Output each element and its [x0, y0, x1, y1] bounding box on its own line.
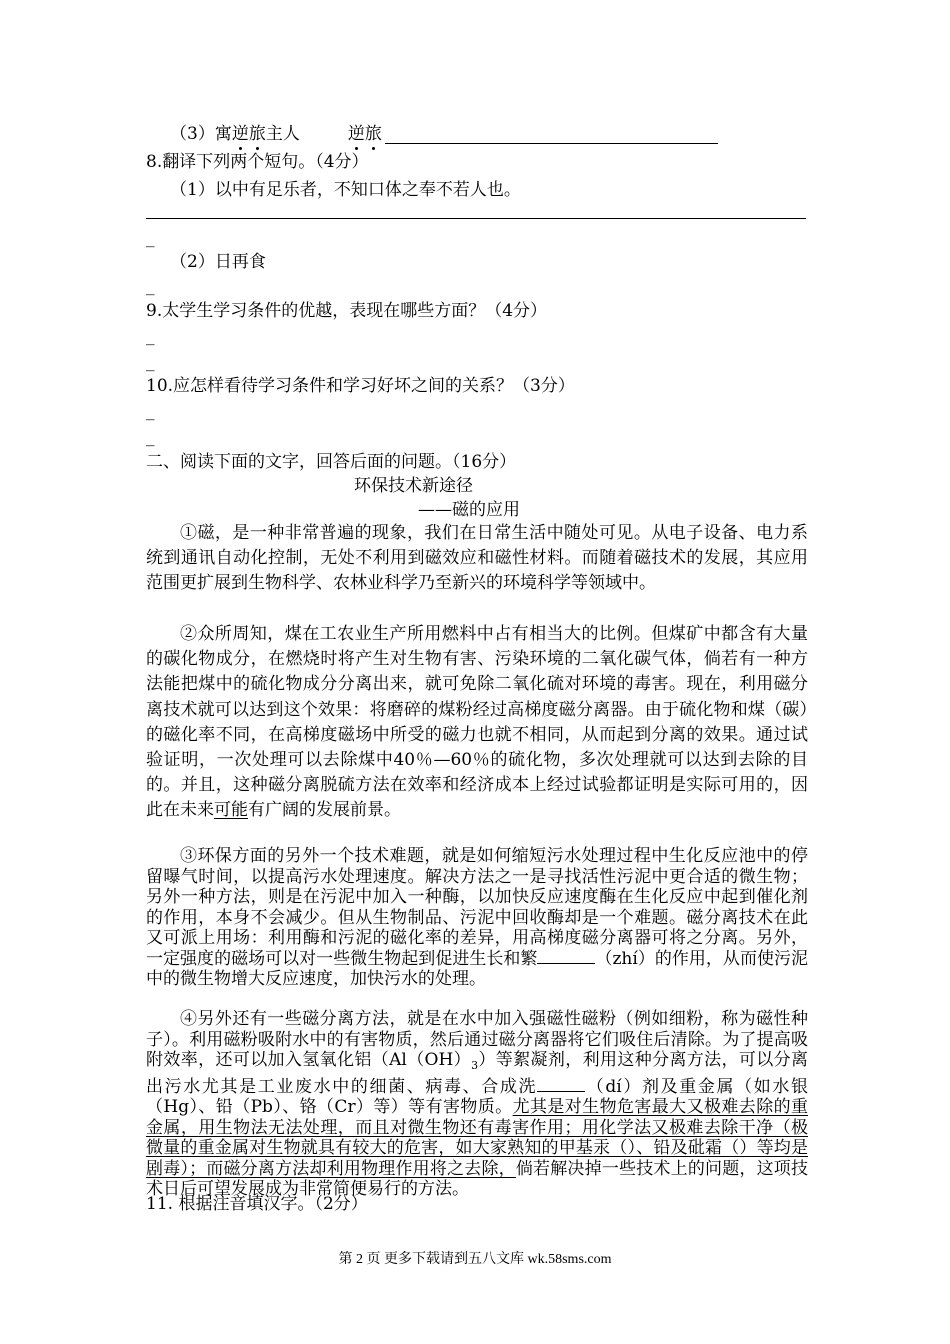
paragraph-3: ③环保方面的另外一个技术难题，就是如何缩短污水处理过程中生化反应池中的停留曝气时间，以提高污水处理速度。解决方法之一是寻找活性污泥中更合适的微生物；另外一种方法，则是在污泥中加入一种酶，以加快反应速度酶在生化反应中起到催化剂的作用，本身不会减少。但从生物制品、污泥中回收酶却是一个难题。磁分离技术在此又可派上用场：利用酶和污泥的磁化率的差异，用高梯度磁分离器可将之分离。另外，一定强度的磁场可以对一些微生物起到促进生长和繁 （zhí）的作用，从而使污泥中的微生物增大反应速度，加快污水的处理。 [146, 846, 809, 989]
q7-item3: （3）寓逆旅主人 逆旅 [170, 124, 382, 144]
answer-dash: _ [146, 401, 155, 421]
q10-title: 10.应怎样看待学习条件和学习好坏之间的关系？（3分） [146, 376, 575, 396]
paragraph-4: ④另外还有一些磁分离方法，就是在水中加入强磁性磁粉（例如细粉，称为磁性种子）。利用磁粉吸附水中的有害物质，然后通过磁分离器将它们吸住后清除。为了提高吸附效率，还可以加入氢氧化铝$(Al(OH)_3)$等絮凝剂，利用这种分离方法，可以分离出污水尤其是工业废水中的细菌、病毒、合成洗 （dí）剂及重金属（如水银（Hg）、铅（Pb）、铬（Cr）等）等有害物质。尤其是对生物危害最大又极难去除的重金属，用生物法无法处理，而且对微生物还有毒害作用；用化学法又极难去除干净（极微量的重金属对生物就具有较大的危害，如大家熟知的甲基汞（）、铅及砒霜（）等均是剧毒）；而磁分离方法却利用物理作用将之去除，倘若解决掉一些技术上的问题，这项技术日后可望发展成为非常简便易行的方法。 [146, 1009, 809, 1199]
answer-dash: _ [146, 228, 155, 248]
q8-item1: （1）以中有足乐者，不知口体之奉不若人也。 [170, 180, 521, 200]
underlined-word: 可能 [214, 800, 248, 821]
q8-answer-line-1[interactable] [146, 218, 806, 219]
article-subtitle: ——磁的应用 [418, 500, 520, 520]
answer-dash: _ [146, 326, 155, 346]
q8-title: 8.翻译下列两个短句。（4分） [146, 152, 369, 172]
page-footer: 第 2 页 更多下载请到五八文库 wk.58sms.com [338, 1252, 612, 1267]
q11-title: 11. 根据注音填汉字。（2分） [146, 1194, 368, 1214]
q9-title: 9.太学生学习条件的优越，表现在哪些方面？（4分） [146, 301, 548, 321]
paragraph-1: ①磁，是一种非常普遍的现象，我们在日常生活中随处可见。从电子设备、电力系统到通讯自动化控制，无处不利用到磁效应和磁性材料。而随着磁技术的发展，其应用范围更扩展到生物科学、农林业科学乃至新兴的环境科学等领域中。 [146, 523, 808, 594]
answer-dash: _ [146, 276, 155, 296]
q7-answer-line[interactable] [385, 143, 718, 144]
paragraph-2: ②众所周知，煤在工农业生产所用燃料中占有相当大的比例。但煤矿中都含有大量的碳化物成分，在燃烧时将产生对生物有害、污染环境的二氧化碳气体，倘若有一种方法能把煤中的硫化物成分分离出来，就可免除二氧化硫对环境的毒害。现在，利用磁分离技术就可以达到这个效果：将磨碎的煤粉经过高梯度磁分离器。由于硫化物和煤（碳）的磁化率不同，在高梯度磁场中所受的磁力也就不相同，从而起到分离的效果。通过试验证明，一次处理可以去除煤中40％—60％的硫化物，多次处理就可以达到去除的目的。并且，这种磁分离脱硫方法在效率和经济成本上经过试验都证明是实际可用的，因此在未来可能有广阔的发展前景。 [146, 624, 808, 821]
fill-blank[interactable] [537, 1091, 585, 1092]
underlined-sentence-1: 尤其是对生物危害最大又极难去除的重金属， [146, 1097, 808, 1138]
article-title: 环保技术新途径 [354, 476, 473, 496]
answer-dash: _ [146, 427, 155, 447]
underlined-sentence-2: 用生物法无法处理，而且对微生物还有毒害作用；用化学法又极难去除干净（极微量的重金属对生物就具有较大的危害，如大家熟知的甲基汞（）、铅及砒霜（）等均是剧毒）；而磁分离方法却利用物理作用将之去除， [146, 1117, 809, 1179]
fill-blank[interactable] [537, 963, 595, 964]
section2-heading: 二、阅读下面的文字，回答后面的问题。（16分） [146, 452, 517, 472]
q8-item2: （2）日再食 [170, 252, 266, 272]
answer-dash: _ [146, 352, 155, 372]
